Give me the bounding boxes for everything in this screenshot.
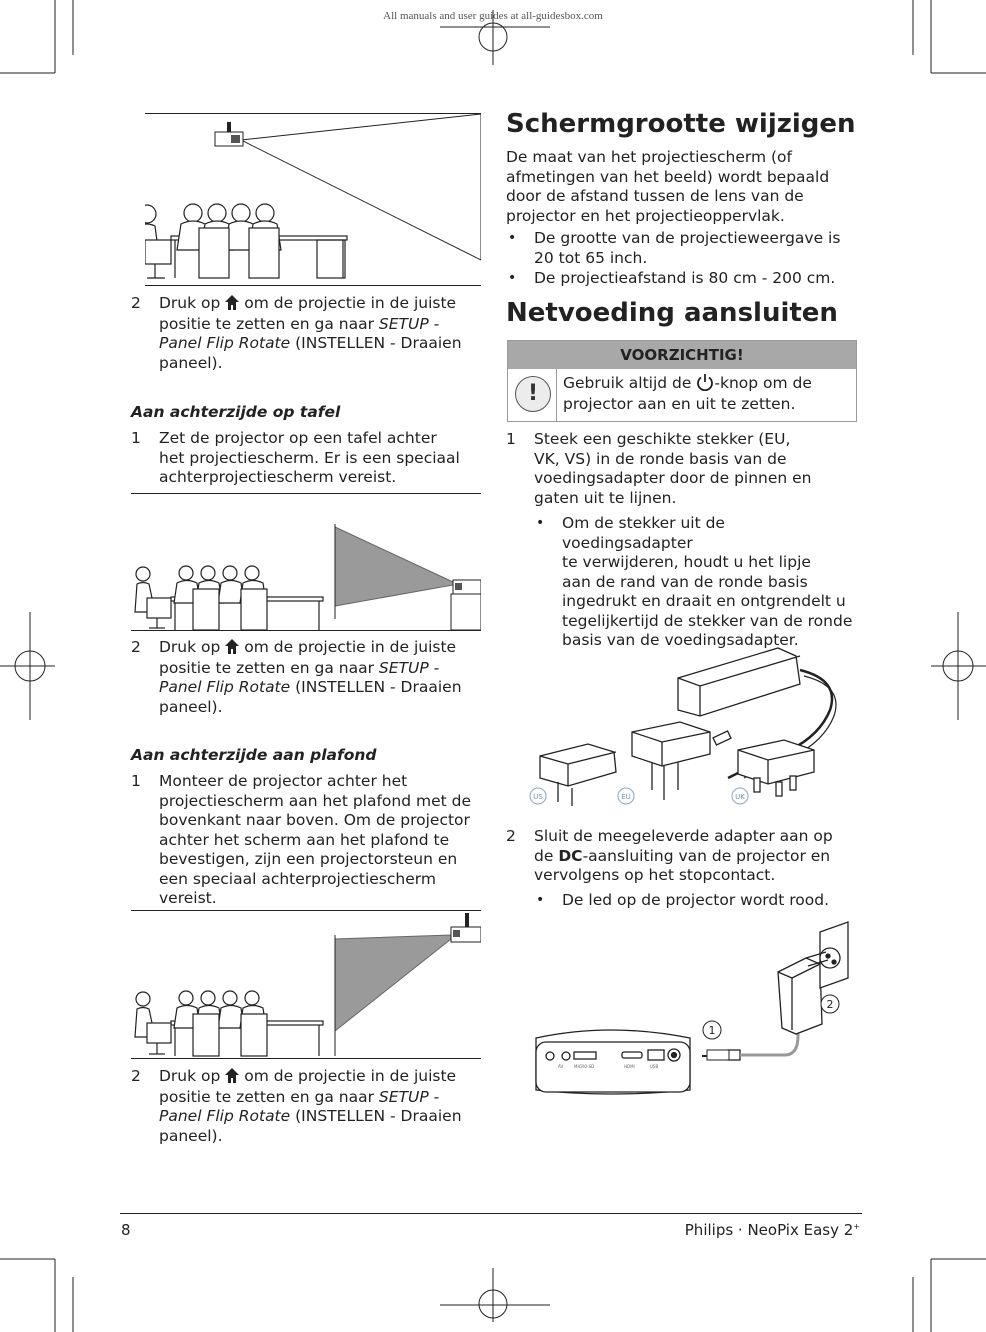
- menu-path: Panel Flip Rotate: [159, 678, 291, 696]
- step-number: 2: [131, 294, 141, 312]
- step-number: 1: [131, 772, 141, 790]
- dc-label: DC: [558, 846, 583, 865]
- rear-ceiling-heading: Aan achterzijde aan plafond: [131, 746, 377, 764]
- intro-line: afmetingen van het beeld) wordt bepaald: [506, 167, 830, 186]
- caution-title: VOORZICHTIG!: [508, 341, 856, 369]
- watermark: All manuals and user guides at all-guidesbox.com: [383, 10, 603, 22]
- power-icon: [696, 373, 714, 391]
- step-line: Monteer de projector achter het: [159, 772, 408, 790]
- power-title: Netvoeding aansluiten: [506, 298, 838, 328]
- plug-label-uk: UK: [735, 793, 745, 801]
- step-line: een speciaal achterprojectiescherm: [159, 869, 436, 888]
- bullet-dot: •: [536, 892, 545, 908]
- step-line: het projectiescherm. Er is een speciaal: [159, 448, 460, 467]
- menu-path: Panel Flip Rotate: [159, 1107, 291, 1125]
- menu-path: SETUP -: [378, 314, 440, 333]
- step-number: 2: [131, 1067, 141, 1085]
- caution-box: [507, 340, 857, 422]
- bullet-line: te verwijderen, houdt u het lipje: [562, 553, 811, 571]
- step-line: VK, VS) in de ronde basis van de: [534, 449, 787, 468]
- bullet-line: De led op de projector wordt rood.: [562, 891, 830, 909]
- step-text: om de projectie in de juiste: [244, 1067, 457, 1085]
- bullet-line: ingedrukt en draait en ontgrendelt u: [562, 592, 846, 610]
- rear-table-svg: [131, 494, 481, 630]
- bullet-line: tegelijkertijd de stekker van de ronde: [562, 611, 853, 630]
- front-ceiling-svg: [145, 114, 481, 285]
- step-text: positie te zetten en ga naar: [159, 1087, 374, 1106]
- step-text: (INSTELLEN - Draaien: [295, 678, 462, 696]
- step-text: paneel).: [159, 697, 223, 716]
- step-text: positie te zetten en ga naar: [159, 314, 374, 333]
- projector-connection-illustration: [530, 918, 850, 1108]
- bullet-line: basis van de voedingsadapter.: [562, 631, 799, 649]
- step-number: 1: [131, 429, 141, 447]
- footer-product: Philips · NeoPix Easy 2+: [684, 1221, 860, 1239]
- intro-line: projector en het projectieoppervlak.: [506, 206, 785, 225]
- step-line: Sluit de meegeleverde adapter aan op: [534, 827, 833, 845]
- step-line: voedingsadapter door de pinnen en: [534, 469, 812, 487]
- step-line: Zet de projector op een tafel achter: [159, 429, 437, 447]
- step-line: Steek een geschikte stekker (EU,: [534, 430, 791, 448]
- screen-size-intro: [506, 148, 856, 226]
- rear-table-heading: Aan achterzijde op tafel: [131, 403, 341, 421]
- rear-table-illustration: [131, 493, 481, 631]
- step-line: bevestigen, zijn een projectorsteun en: [159, 850, 458, 868]
- step-number: 2: [131, 638, 141, 656]
- home-icon: [225, 639, 239, 654]
- home-icon: [225, 1068, 239, 1083]
- callout-1-label: 1: [708, 1024, 716, 1037]
- front-ceiling-illustration: [145, 113, 481, 286]
- port-label: HDMI: [624, 1064, 635, 1069]
- adapter-plugs-illustration: [528, 640, 848, 810]
- step-text: paneel).: [159, 353, 223, 372]
- intro-line: door de afstand tussen de lens van de: [506, 187, 804, 205]
- bullet-dot: •: [508, 270, 517, 286]
- port-label: USB: [650, 1064, 659, 1069]
- step-line: projectiescherm aan het plafond met de: [159, 791, 472, 810]
- bullet-line: aan de rand van de ronde basis: [562, 572, 808, 591]
- step-text: positie te zetten en ga naar: [159, 658, 374, 677]
- step-line: vereist.: [159, 889, 217, 907]
- step-text: (INSTELLEN - Draaien: [295, 334, 462, 352]
- menu-path: SETUP -: [378, 1087, 440, 1106]
- screen-size-title: Schermgrootte wijzigen: [506, 109, 856, 139]
- callout-2-label: 2: [826, 998, 834, 1011]
- step-line: achter het scherm aan het plafond te: [159, 830, 450, 849]
- step-line: gaten uit te lijnen.: [534, 488, 677, 507]
- step-line: achterprojectiescherm vereist.: [159, 468, 397, 486]
- step-text: Druk op: [159, 1067, 221, 1085]
- intro-line: De maat van het projectiescherm (of: [506, 148, 792, 166]
- bullet-dot: •: [536, 515, 545, 531]
- menu-path: Panel Flip Rotate: [159, 334, 291, 352]
- page-number: 8: [121, 1221, 131, 1239]
- menu-path: SETUP -: [378, 658, 440, 677]
- step-line: bovenkant naar boven. Om de projector: [159, 811, 470, 829]
- plug-label-us: US: [533, 793, 543, 801]
- rear-ceiling-svg: [131, 911, 481, 1058]
- footer-rule: [120, 1213, 862, 1214]
- bullet-line: Om de stekker uit de voedingsadapter: [562, 514, 725, 552]
- port-label: AV: [558, 1064, 564, 1069]
- step-number: 1: [506, 430, 516, 448]
- step-text: (INSTELLEN - Draaien: [295, 1107, 462, 1125]
- step-line: vervolgens op het stopcontact.: [534, 866, 776, 884]
- bullet-dot: •: [508, 230, 517, 246]
- bullet-line: De grootte van de projectieweergave is: [534, 229, 841, 247]
- step-number: 2: [506, 827, 516, 845]
- step-text: om de projectie in de juiste: [244, 638, 457, 656]
- warning-icon: !: [515, 376, 551, 412]
- plug-label-eu: EU: [621, 793, 631, 801]
- step-text: Druk op: [159, 294, 221, 312]
- step-text: om de projectie in de juiste: [244, 294, 457, 312]
- step-text: Druk op: [159, 638, 221, 656]
- step-text: paneel).: [159, 1126, 223, 1145]
- port-label: MICRO SD: [574, 1064, 595, 1069]
- home-icon: [225, 295, 239, 310]
- rear-ceiling-illustration: [131, 910, 481, 1059]
- bullet-line: De projectieafstand is 80 cm - 200 cm.: [534, 269, 836, 287]
- caution-text: Gebruik altijd de -knop om de projector aan en uit te zetten.: [563, 374, 812, 413]
- bullet-line: 20 tot 65 inch.: [534, 248, 648, 267]
